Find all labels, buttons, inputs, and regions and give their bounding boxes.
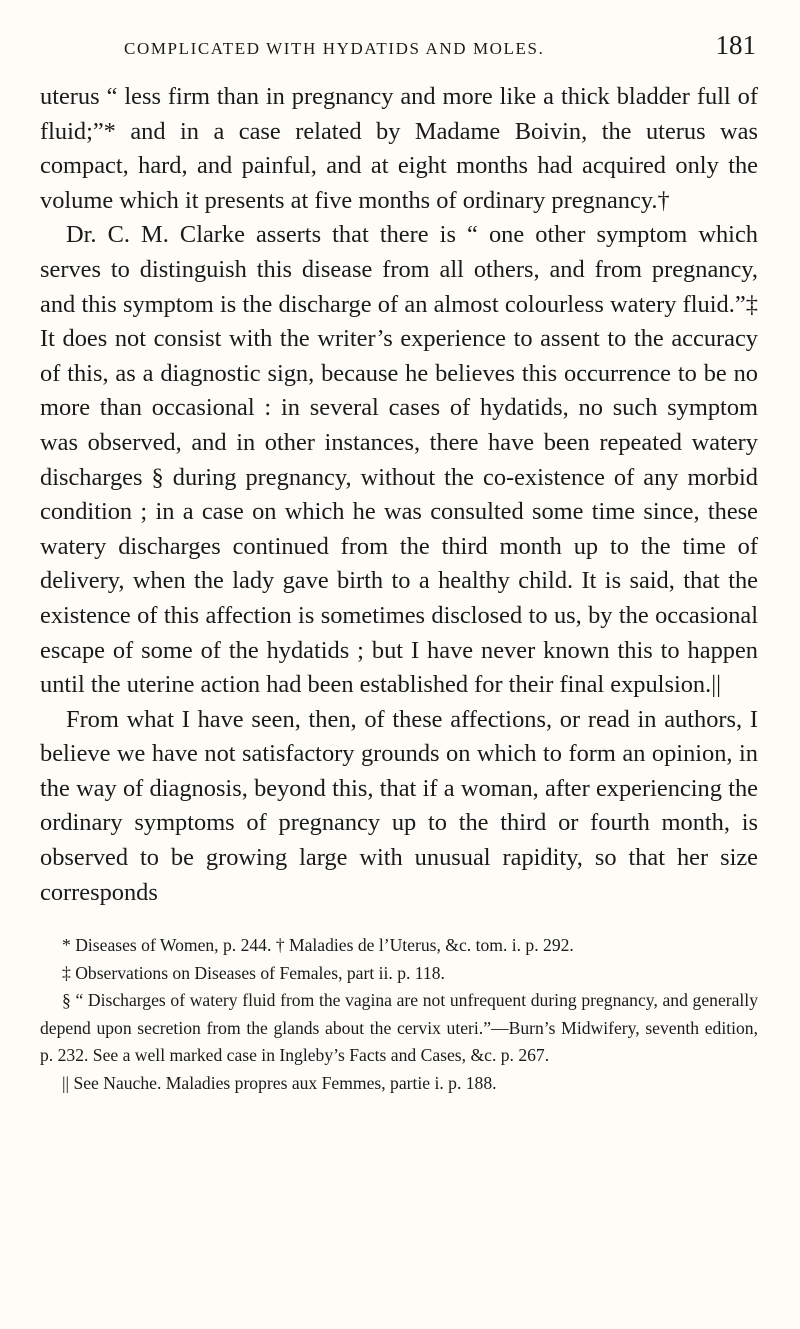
paragraph: Dr. C. M. Clarke asserts that there is “ one other symptom which serves to distinguish this disease from all others, and from pregnancy, and this symptom is the discharge of an almost colourless watery fluid.”‡ It does not consist with the writer’s experience to assent to the accuracy of this, as a diagnostic sign, because he believes this occurrence to be no more than occasional : in several cases of hydatids, no such symptom was observed, and in other instances, there have been repeated watery discharges § during pregnancy, without the co-existence of any morbid condition ; in a case on which he was consulted some time since, these watery discharges continued from the third month up to the time of delivery, when the lady gave birth to a healthy child. It is said, that the existence of this affection is sometimes disclosed to us, by the occasional escape of some of the hydatids ; but I have never known this to happen until the uterine action had been established for their final expulsion.|| bbox=[40, 221, 758, 699]
page-number: 181 bbox=[715, 30, 756, 60]
footnote: || See Nauche. Maladies propres aux Femmes, partie i. p. 188. bbox=[62, 1072, 497, 1093]
footnote: ‡ Observations on Diseases of Females, part ii. p. 118. bbox=[62, 962, 445, 983]
paragraph: From what I have seen, then, of these affections, or read in authors, I believe we have not satisfactory grounds on which to form an opinion, in the way of diagnosis, beyond this, that if a woman, after experiencing the ordinary symptoms of pregnancy up to the third or fourth month, is observed to be growing large with unusual rapidity, so that her size corresponds bbox=[40, 705, 758, 906]
running-title: COMPLICATED WITH HYDATIDS AND MOLES. bbox=[124, 39, 545, 58]
running-head bbox=[40, 30, 758, 80]
footnote: § “ Discharges of watery fluid from the vagina are not unfrequent during pregnancy, and generally depend upon secretion from the glands about the cervix uteri.”—Burn’s Midwifery, seventh edition, p. 232. See a well marked case in Ingleby’s Facts and Cases, &c. p. 267. bbox=[40, 990, 758, 1066]
body-text bbox=[40, 80, 758, 910]
footnotes bbox=[40, 932, 758, 1097]
paragraph: uterus “ less firm than in pregnancy and more like a thick bladder full of fluid;”* and in a case related by Madame Boivin, the uterus was compact, hard, and painful, and at eight months had acquired only the volume which it presents at five months of ordinary pregnancy.† bbox=[40, 83, 758, 214]
footnote: * Diseases of Women, p. 244. † Maladies de l’Uterus, &c. tom. i. p. 292. bbox=[62, 935, 574, 956]
